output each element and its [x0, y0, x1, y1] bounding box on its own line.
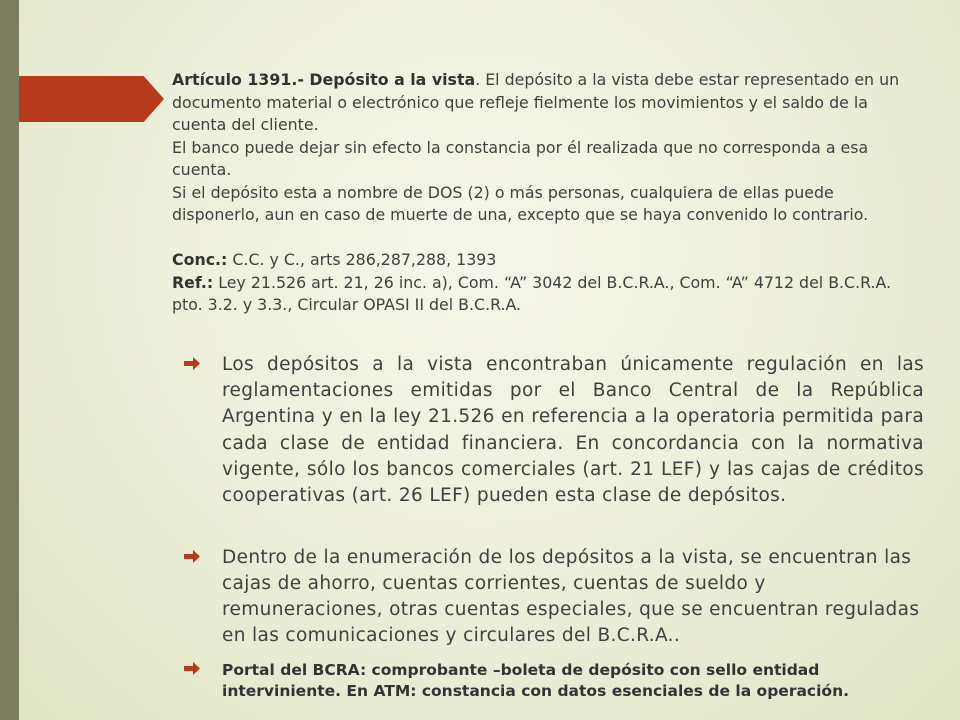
arrow-right-icon	[184, 550, 202, 563]
article-paragraph-1-text: . El depósito a la vista debe estar representado en un documento material o electrónico que refleje fielmente los movimientos y el saldo de la cuenta del cliente.	[172, 70, 900, 134]
title-accent-tab	[19, 76, 164, 122]
arrow-right-icon	[184, 357, 202, 370]
concordance-text: C.C. y C., arts 286,287,288, 1393	[227, 250, 497, 269]
concordance-line	[172, 249, 912, 272]
article-paragraph-3: Si el depósito esta a nombre de DOS (2) o más personas, cualquiera de ellas puede disponerlo, aun en caso de muerte de una, excepto que se haya convenido lo contrario.	[172, 182, 869, 224]
reference-text: Ley 21.526 art. 21, 26 inc. a), Com. “A” 3042 del B.C.R.A., Com. “A” 4712 del B.C.R.A. pto. 3.2. y 3.3., Circular OPASI II del B.C.R.A.	[172, 272, 892, 314]
bullet-item-2	[184, 545, 924, 649]
article-paragraph-2: El banco puede dejar sin efecto la constancia por él realizada que no corresponda a esa cuenta.	[172, 137, 869, 179]
reference-label: Ref.:	[172, 272, 214, 292]
bullet-text-3: Portal del BCRA: comprobante –boleta de depósito con sello entidad interviniente. En ATM: constancia con datos esenciales de la operación.	[222, 661, 849, 700]
paragraph-spacer	[172, 227, 912, 250]
bullet-text-1: Los depósitos a la vista encontraban únicamente regulación en las reglamentaciones emitidas por el Banco Central de la República Argentina y en la ley 21.526 en referencia a la operatoria permitida para cada clase de entidad financiera. En concordancia con la normativa vigente, sólo los bancos comerciales (art. 21 LEF) y las cajas de créditos cooperativas (art. 26 LEF) pueden esta clase de depósitos.	[222, 354, 924, 507]
bullet-text-2: Dentro de la enumeración de los depósitos a la vista, se encuentran las cajas de ahorro, cuentas corrientes, cuentas de sueldo y remuneraciones, otras cuentas especiales, que se encuentran reguladas en las comunicaciones y circulares del B.C.R.A..	[222, 547, 920, 646]
left-decorative-bar	[0, 0, 19, 720]
article-block	[172, 69, 912, 317]
bullet-item-3	[184, 660, 924, 702]
reference-line	[172, 272, 912, 317]
article-heading: Artículo 1391.- Depósito a la vista	[172, 70, 476, 89]
concordance-label: Conc.:	[172, 250, 228, 269]
arrow-right-icon	[184, 662, 202, 675]
article-paragraph-1	[172, 69, 912, 137]
bullet-item-1	[184, 352, 924, 509]
